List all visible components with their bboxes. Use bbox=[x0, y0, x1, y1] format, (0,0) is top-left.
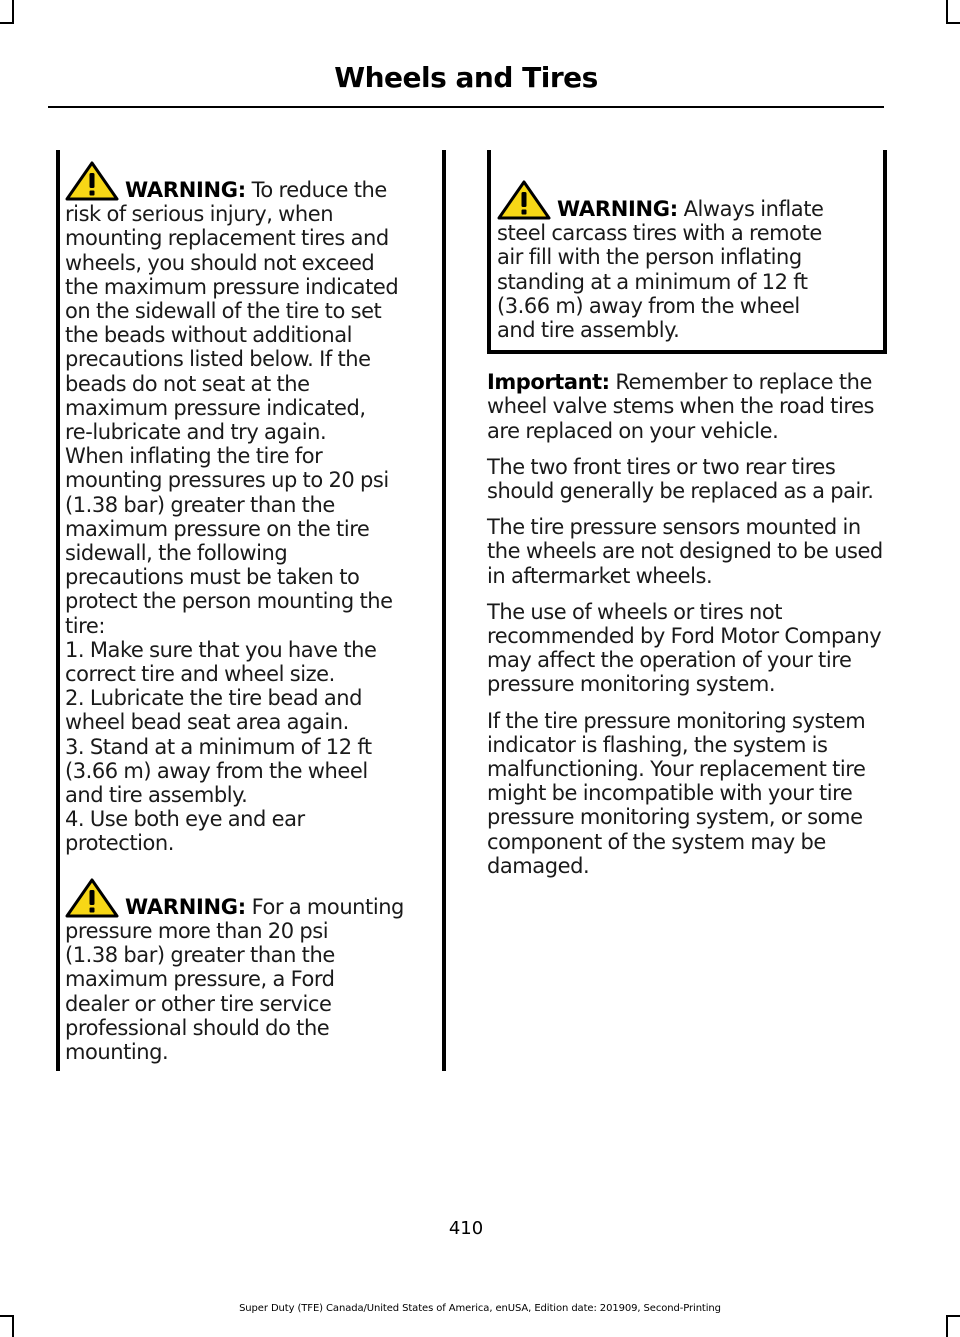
warning-line: wheel bead seat area again. bbox=[65, 710, 349, 735]
warning-line: beads do not seat at the bbox=[65, 371, 310, 396]
warning-1-text bbox=[65, 161, 435, 856]
warning-line: 2. Lubricate the tire bead and bbox=[65, 686, 363, 711]
warning-block-3 bbox=[487, 150, 887, 354]
paragraph-important bbox=[487, 370, 887, 443]
crop-mark bbox=[946, 0, 948, 24]
warning-line: mounting pressures up to 20 psi bbox=[65, 468, 389, 493]
warning-line: mounting. bbox=[65, 1039, 169, 1064]
warning-line: on the sidewall of the tire to set bbox=[65, 299, 382, 324]
warning-line: re-lubricate and try again. bbox=[65, 420, 327, 445]
warning-line: For a mounting bbox=[251, 894, 404, 919]
warning-line: dealer or other tire service bbox=[65, 991, 332, 1016]
warning-line: Always inflate bbox=[683, 197, 824, 221]
warning-line: professional should do the bbox=[65, 1015, 330, 1040]
warning-label: WARNING: bbox=[557, 197, 678, 221]
crop-mark bbox=[946, 1315, 948, 1337]
crop-mark bbox=[12, 0, 14, 24]
paragraph-text: If the tire pressure monitoring system indicator is flashing, the system is malfunctioning. Your replacement tire might be incompatible with your tire pressure monitoring system, or some component of the system may be damaged. bbox=[487, 708, 866, 878]
warning-label: WARNING: bbox=[125, 178, 246, 202]
page-title: Wheels and Tires bbox=[334, 61, 598, 94]
warning-line: the beads without additional bbox=[65, 323, 353, 348]
warning-line: risk of serious injury, when bbox=[65, 202, 334, 227]
important-label: Important: bbox=[487, 370, 610, 395]
warning-line: mounting replacement tires and bbox=[65, 226, 389, 251]
paragraph bbox=[487, 709, 887, 878]
warning-3-text bbox=[497, 180, 877, 342]
warning-line: To reduce the bbox=[251, 178, 387, 202]
warning-block-1 bbox=[65, 150, 435, 856]
warning-line: 1. Make sure that you have the bbox=[65, 637, 377, 662]
warning-line: 4. Use both eye and ear bbox=[65, 807, 305, 832]
left-column bbox=[56, 150, 446, 1071]
warning-line: precautions listed below. If the bbox=[65, 347, 371, 372]
warning-line: precautions must be taken to bbox=[65, 565, 360, 590]
warning-line: maximum pressure, a Ford bbox=[65, 967, 335, 992]
left-column-content bbox=[65, 150, 435, 1064]
warning-line: When inflating the tire for bbox=[65, 444, 323, 469]
warning-bar-left bbox=[56, 150, 60, 1071]
warning-line: pressure more than 20 psi bbox=[65, 918, 329, 943]
warning-line: sidewall, the following bbox=[65, 541, 288, 566]
warning-line: tire: bbox=[65, 613, 105, 638]
crop-mark bbox=[0, 22, 14, 24]
warning-line: standing at a minimum of 12 ft bbox=[497, 269, 808, 294]
warning-triangle-icon bbox=[65, 878, 119, 918]
warning-line: and tire assembly. bbox=[497, 318, 680, 343]
paragraph-text: The tire pressure sensors mounted in the wheels are not designed to be used in aftermarket wheels. bbox=[487, 515, 883, 588]
paragraph-text: The two front tires or two rear tires should generally be replaced as a pair. bbox=[487, 454, 874, 504]
warning-line: air fill with the person inflating bbox=[497, 245, 802, 270]
warning-line: and tire assembly. bbox=[65, 783, 248, 808]
paragraph bbox=[487, 600, 887, 697]
warning-line: (3.66 m) away from the wheel bbox=[497, 293, 800, 318]
crop-mark bbox=[946, 22, 960, 24]
crop-mark bbox=[12, 1315, 14, 1337]
warning-2-text bbox=[65, 878, 435, 1064]
warning-line: the maximum pressure indicated bbox=[65, 274, 399, 299]
paragraph bbox=[487, 455, 887, 503]
warning-line: (1.38 bar) greater than the bbox=[65, 492, 335, 517]
warning-triangle-icon bbox=[65, 161, 119, 201]
header-rule bbox=[48, 106, 884, 108]
warning-line: (1.38 bar) greater than the bbox=[65, 943, 335, 968]
warning-line: correct tire and wheel size. bbox=[65, 662, 335, 687]
crop-mark bbox=[946, 1315, 960, 1317]
warning-line: 3. Stand at a minimum of 12 ft bbox=[65, 734, 372, 759]
warning-line: maximum pressure indicated, bbox=[65, 395, 366, 420]
page-number: 410 bbox=[448, 1218, 484, 1239]
warning-line: maximum pressure on the tire bbox=[65, 516, 370, 541]
paragraph-text: Remember to replace the wheel valve stems when the road tires are replaced on your vehicle. bbox=[487, 370, 875, 443]
warning-bar-right bbox=[442, 150, 446, 1071]
footer-edition: Super Duty (TFE) Canada/United States of America, enUSA, Edition date: 201909, Second-Printing bbox=[239, 1303, 721, 1314]
paragraph-text: The use of wheels or tires not recommended by Ford Motor Company may affect the operation of your tire pressure monitoring system. bbox=[487, 599, 882, 697]
warning-triangle-icon bbox=[497, 180, 551, 220]
warning-block-2 bbox=[65, 856, 435, 1064]
crop-mark bbox=[0, 1315, 14, 1317]
warning-line: (3.66 m) away from the wheel bbox=[65, 758, 368, 783]
warning-label: WARNING: bbox=[125, 894, 246, 919]
paragraph bbox=[487, 515, 887, 588]
warning-line: protection. bbox=[65, 831, 175, 856]
right-column bbox=[487, 150, 887, 890]
warning-line: wheels, you should not exceed bbox=[65, 250, 375, 275]
warning-line: steel carcass tires with a remote bbox=[497, 221, 822, 246]
warning-line: protect the person mounting the bbox=[65, 589, 393, 614]
